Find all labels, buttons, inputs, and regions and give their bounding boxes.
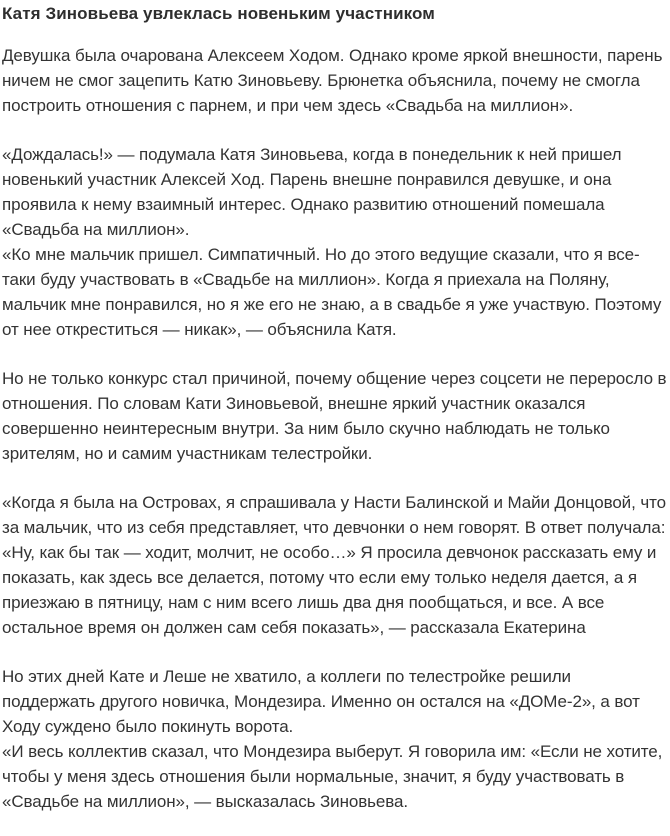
paragraph-quote: «Когда я была на Островах, я спрашивала у Насти Балинской и Майи Донцовой, что за мальчик, что из себя представляет, что девчонки о нем говорят. В ответ получала: «Ну, как бы так — ходит, молчит, не особо…» Я просила девчонок рассказать ему и показать, как здесь все делается, потому что если ему только неделя дается, а я приезжаю в пятницу, нам с ним всего лишь два дня пообщаться, и все. А все остальное время он должен сам себя показать», — рассказала Екатерина: [2, 493, 666, 637]
paragraph: «Дождалась!» — подумала Катя Зиновьева, когда в понедельник к ней пришел новенький участник Алексей Ход. Парень внешне понравился девушке, и она проявила к нему взаимный интерес. Однако развитию отношений помешала «Свадьба на миллион».: [2, 145, 622, 239]
paragraph-quote: «И весь коллектив сказал, что Мондезира выберут. Я говорила им: «Если не хотите, чтобы у меня здесь отношения были нормальные, значит, я буду участвовать в «Свадьбе на миллион», — высказалась Зиновьева.: [2, 742, 663, 811]
paragraph-block-outcome: [2, 664, 667, 814]
paragraph: Но этих дней Кате и Леше не хватило, а коллеги по телестройке решили поддержать другого новичка, Мондезира. Именно он остался на «ДОМе-2», а вот Ходу суждено было покинуть ворота.: [2, 667, 640, 736]
paragraph: Девушка была очарована Алексеем Ходом. Однако кроме яркой внешности, парень ничем не смог зацепить Катю Зиновьеву. Брюнетка объяснила, почему не смогла построить отношения с парнем, и при чем здесь «Свадьба на миллион».: [2, 46, 663, 115]
article-title: Катя Зиновьева увлеклась новеньким участником: [2, 4, 435, 23]
paragraph: Но не только конкурс стал причиной, почему общение через соцсети не переросло в отношения. По словам Кати Зиновьевой, внешне яркий участник оказался совершенно неинтересным внутри. За ним было скучно наблюдать не только зрителям, но и самим участникам телестройки.: [2, 369, 667, 463]
paragraph-block-intro: [2, 43, 667, 118]
paragraph-block-meeting: [2, 142, 667, 342]
paragraph-block-reason: [2, 366, 667, 466]
paragraph-block-islands-quote: [2, 490, 667, 640]
paragraph-quote: «Ко мне мальчик пришел. Симпатичный. Но до этого ведущие сказали, что я все-таки буду участвовать в «Свадьбе на миллион». Когда я приехала на Поляну, мальчик мне понравился, но я же его не знаю, а в свадьбе я уже участвую. Поэтому от нее откреститься — никак», — объяснила Катя.: [2, 245, 662, 339]
